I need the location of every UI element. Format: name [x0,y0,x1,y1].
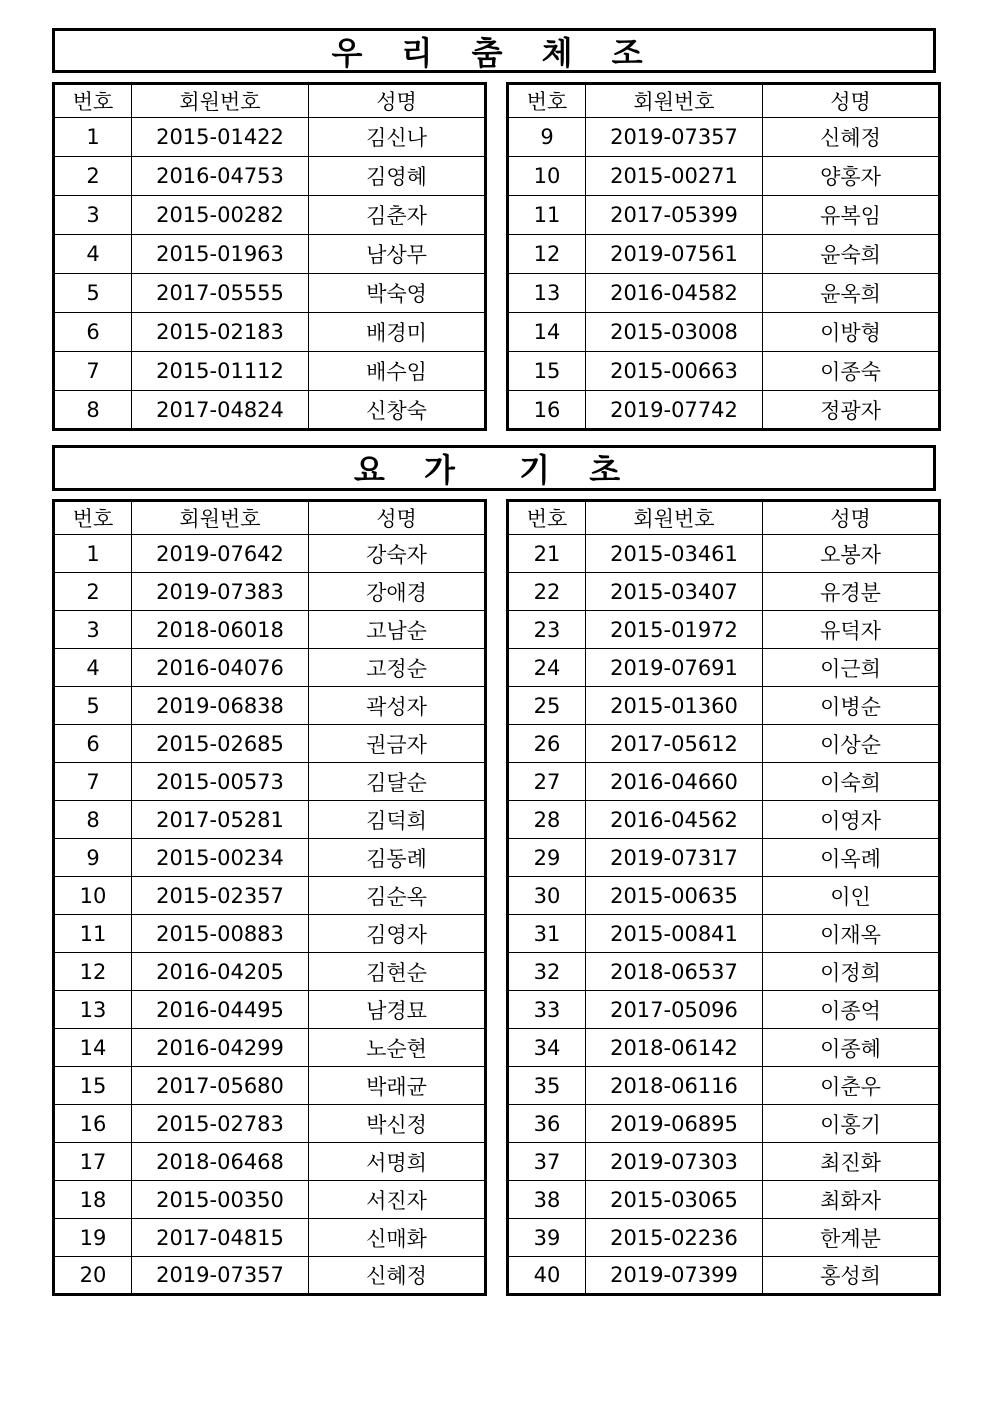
header-member-id: 회원번호 [586,84,763,118]
table-row [54,877,486,915]
header-name: 성명 [309,501,486,535]
cell-name: 고남순 [309,611,486,649]
cell-member-id: 2019-07357 [586,118,763,157]
table-row [54,1029,486,1067]
cell-number: 24 [508,649,586,687]
cell-name: 이방형 [763,313,940,352]
cell-member-id: 2017-05096 [586,991,763,1029]
cell-member-id: 2018-06018 [132,611,309,649]
cell-number: 8 [54,391,132,430]
cell-member-id: 2015-01963 [132,235,309,274]
table-row [508,1105,940,1143]
table-row [508,118,940,157]
cell-member-id: 2016-04495 [132,991,309,1029]
table-row [54,196,486,235]
table-row [508,725,940,763]
cell-member-id: 2019-07303 [586,1143,763,1181]
cell-member-id: 2015-03407 [586,573,763,611]
cell-number: 9 [54,839,132,877]
table-row [508,763,940,801]
table-row [54,915,486,953]
cell-number: 34 [508,1029,586,1067]
section-title-yoga-basics: 요 가 기 초 [52,445,936,491]
cell-number: 23 [508,611,586,649]
cell-name: 이근희 [763,649,940,687]
cell-name: 이인 [763,877,940,915]
cell-number: 3 [54,196,132,235]
cell-number: 12 [54,953,132,991]
cell-member-id: 2015-03065 [586,1181,763,1219]
cell-number: 8 [54,801,132,839]
cell-number: 10 [508,157,586,196]
cell-name: 이종숙 [763,352,940,391]
table-header-row [54,84,486,118]
cell-member-id: 2015-00573 [132,763,309,801]
cell-name: 박신정 [309,1105,486,1143]
table-row [508,535,940,573]
cell-name: 김달순 [309,763,486,801]
table-header-row [54,501,486,535]
cell-number: 13 [508,274,586,313]
cell-number: 33 [508,991,586,1029]
table-row [54,157,486,196]
header-name: 성명 [763,84,940,118]
cell-name: 정광자 [763,391,940,430]
cell-name: 이재옥 [763,915,940,953]
cell-name: 서진자 [309,1181,486,1219]
cell-member-id: 2015-00841 [586,915,763,953]
table-row [508,1219,940,1257]
table-row [54,235,486,274]
cell-name: 곽성자 [309,687,486,725]
cell-number: 12 [508,235,586,274]
cell-name: 김영혜 [309,157,486,196]
cell-member-id: 2016-04660 [586,763,763,801]
cell-number: 19 [54,1219,132,1257]
cell-member-id: 2015-02236 [586,1219,763,1257]
cell-member-id: 2015-02783 [132,1105,309,1143]
cell-name: 유복임 [763,196,940,235]
table-row [508,157,940,196]
cell-name: 권금자 [309,725,486,763]
cell-name: 최화자 [763,1181,940,1219]
table-row [54,313,486,352]
table-row [54,953,486,991]
table-row [54,1257,486,1295]
cell-number: 28 [508,801,586,839]
table-row [508,196,940,235]
cell-member-id: 2015-01972 [586,611,763,649]
cell-number: 16 [508,391,586,430]
cell-number: 27 [508,763,586,801]
cell-member-id: 2016-04582 [586,274,763,313]
cell-number: 5 [54,687,132,725]
cell-member-id: 2017-05612 [586,725,763,763]
table-row [54,1067,486,1105]
cell-name: 양홍자 [763,157,940,196]
table-row [508,611,940,649]
cell-number: 25 [508,687,586,725]
cell-name: 김현순 [309,953,486,991]
cell-member-id: 2016-04205 [132,953,309,991]
cell-name: 김동례 [309,839,486,877]
cell-member-id: 2016-04753 [132,157,309,196]
cell-member-id: 2019-07383 [132,573,309,611]
table-row [54,274,486,313]
cell-member-id: 2016-04562 [586,801,763,839]
cell-number: 1 [54,118,132,157]
cell-member-id: 2015-00883 [132,915,309,953]
cell-member-id: 2015-03008 [586,313,763,352]
cell-name: 강애경 [309,573,486,611]
cell-name: 이숙희 [763,763,940,801]
cell-member-id: 2015-01112 [132,352,309,391]
cell-number: 31 [508,915,586,953]
table-row [508,313,940,352]
table-row [508,687,940,725]
cell-name: 강숙자 [309,535,486,573]
cell-number: 7 [54,763,132,801]
cell-number: 11 [54,915,132,953]
table-row [508,1181,940,1219]
cell-name: 오봉자 [763,535,940,573]
table-row [508,953,940,991]
table-header-row [508,84,940,118]
table-row [508,1067,940,1105]
cell-name: 이종혜 [763,1029,940,1067]
table-row [508,352,940,391]
roster-table-woori-left [52,82,487,431]
cell-number: 39 [508,1219,586,1257]
cell-number: 30 [508,877,586,915]
cell-name: 신혜정 [309,1257,486,1295]
cell-member-id: 2019-07642 [132,535,309,573]
table-row [54,991,486,1029]
cell-number: 32 [508,953,586,991]
table-row [508,877,940,915]
table-row [54,573,486,611]
header-member-id: 회원번호 [132,84,309,118]
table-row [508,839,940,877]
cell-member-id: 2019-07317 [586,839,763,877]
cell-number: 14 [54,1029,132,1067]
cell-number: 36 [508,1105,586,1143]
cell-member-id: 2019-06895 [586,1105,763,1143]
cell-number: 5 [54,274,132,313]
cell-name: 남상무 [309,235,486,274]
table-row [54,1219,486,1257]
cell-number: 16 [54,1105,132,1143]
table-row [54,839,486,877]
table-row [508,1257,940,1295]
cell-number: 37 [508,1143,586,1181]
cell-name: 최진화 [763,1143,940,1181]
cell-name: 김순옥 [309,877,486,915]
cell-number: 13 [54,991,132,1029]
cell-number: 11 [508,196,586,235]
cell-number: 15 [508,352,586,391]
cell-name: 신창숙 [309,391,486,430]
cell-member-id: 2018-06142 [586,1029,763,1067]
cell-member-id: 2015-00350 [132,1181,309,1219]
cell-number: 26 [508,725,586,763]
cell-member-id: 2015-02685 [132,725,309,763]
cell-number: 2 [54,157,132,196]
table-row [54,725,486,763]
cell-member-id: 2015-01422 [132,118,309,157]
cell-number: 6 [54,313,132,352]
section-title-woori-dance: 우 리 춤 체 조 [52,28,936,73]
cell-name: 박숙영 [309,274,486,313]
cell-name: 이상순 [763,725,940,763]
header-member-id: 회원번호 [586,501,763,535]
cell-name: 노순현 [309,1029,486,1067]
cell-member-id: 2018-06537 [586,953,763,991]
table-row [508,649,940,687]
cell-member-id: 2018-06468 [132,1143,309,1181]
cell-name: 이춘우 [763,1067,940,1105]
cell-number: 38 [508,1181,586,1219]
cell-number: 7 [54,352,132,391]
header-number: 번호 [508,84,586,118]
cell-name: 한계분 [763,1219,940,1257]
cell-member-id: 2019-07742 [586,391,763,430]
cell-name: 유경분 [763,573,940,611]
table-row [508,274,940,313]
cell-member-id: 2015-00271 [586,157,763,196]
cell-member-id: 2019-07357 [132,1257,309,1295]
header-number: 번호 [54,84,132,118]
cell-member-id: 2017-05555 [132,274,309,313]
table-row [54,535,486,573]
cell-name: 김춘자 [309,196,486,235]
header-name: 성명 [309,84,486,118]
table-row [54,801,486,839]
cell-member-id: 2015-01360 [586,687,763,725]
cell-number: 4 [54,649,132,687]
cell-member-id: 2017-05281 [132,801,309,839]
cell-member-id: 2018-06116 [586,1067,763,1105]
table-row [508,1143,940,1181]
cell-name: 이종억 [763,991,940,1029]
cell-name: 김덕희 [309,801,486,839]
table-row [508,573,940,611]
table-header-row [508,501,940,535]
cell-member-id: 2015-02357 [132,877,309,915]
cell-number: 2 [54,573,132,611]
table-row [54,1181,486,1219]
table-row [54,118,486,157]
cell-number: 29 [508,839,586,877]
table-row [54,687,486,725]
cell-number: 35 [508,1067,586,1105]
cell-name: 서명희 [309,1143,486,1181]
cell-member-id: 2015-02183 [132,313,309,352]
cell-member-id: 2019-06838 [132,687,309,725]
cell-name: 유덕자 [763,611,940,649]
header-name: 성명 [763,501,940,535]
cell-number: 3 [54,611,132,649]
cell-member-id: 2016-04299 [132,1029,309,1067]
cell-name: 이옥례 [763,839,940,877]
cell-name: 이홍기 [763,1105,940,1143]
cell-number: 17 [54,1143,132,1181]
cell-member-id: 2015-03461 [586,535,763,573]
cell-member-id: 2016-04076 [132,649,309,687]
table-row [508,1029,940,1067]
cell-member-id: 2019-07691 [586,649,763,687]
table-row [508,991,940,1029]
cell-number: 4 [54,235,132,274]
cell-name: 김영자 [309,915,486,953]
cell-number: 20 [54,1257,132,1295]
table-row [54,1105,486,1143]
cell-number: 15 [54,1067,132,1105]
cell-number: 6 [54,725,132,763]
cell-number: 18 [54,1181,132,1219]
header-member-id: 회원번호 [132,501,309,535]
cell-number: 1 [54,535,132,573]
cell-name: 신혜정 [763,118,940,157]
cell-number: 14 [508,313,586,352]
cell-member-id: 2015-00234 [132,839,309,877]
cell-name: 신매화 [309,1219,486,1257]
table-row [54,352,486,391]
cell-name: 홍성희 [763,1257,940,1295]
table-row [54,1143,486,1181]
cell-name: 박래균 [309,1067,486,1105]
cell-name: 이병순 [763,687,940,725]
cell-member-id: 2015-00635 [586,877,763,915]
cell-member-id: 2017-04824 [132,391,309,430]
cell-member-id: 2015-00663 [586,352,763,391]
cell-member-id: 2017-05680 [132,1067,309,1105]
cell-member-id: 2015-00282 [132,196,309,235]
cell-member-id: 2019-07399 [586,1257,763,1295]
cell-name: 윤옥희 [763,274,940,313]
roster-table-yoga-left [52,499,487,1296]
cell-member-id: 2017-05399 [586,196,763,235]
cell-name: 이정희 [763,953,940,991]
cell-name: 윤숙희 [763,235,940,274]
cell-number: 21 [508,535,586,573]
roster-table-yoga-right [506,499,941,1296]
cell-number: 9 [508,118,586,157]
cell-member-id: 2017-04815 [132,1219,309,1257]
cell-number: 40 [508,1257,586,1295]
table-row [54,611,486,649]
cell-number: 10 [54,877,132,915]
cell-name: 남경묘 [309,991,486,1029]
table-row [54,391,486,430]
table-row [508,801,940,839]
roster-table-woori-right [506,82,941,431]
cell-name: 고정순 [309,649,486,687]
header-number: 번호 [508,501,586,535]
cell-name: 김신나 [309,118,486,157]
cell-name: 배수임 [309,352,486,391]
cell-name: 배경미 [309,313,486,352]
cell-name: 이영자 [763,801,940,839]
cell-member-id: 2019-07561 [586,235,763,274]
cell-number: 22 [508,573,586,611]
header-number: 번호 [54,501,132,535]
table-row [508,235,940,274]
table-row [508,391,940,430]
table-row [508,915,940,953]
table-row [54,649,486,687]
table-row [54,763,486,801]
